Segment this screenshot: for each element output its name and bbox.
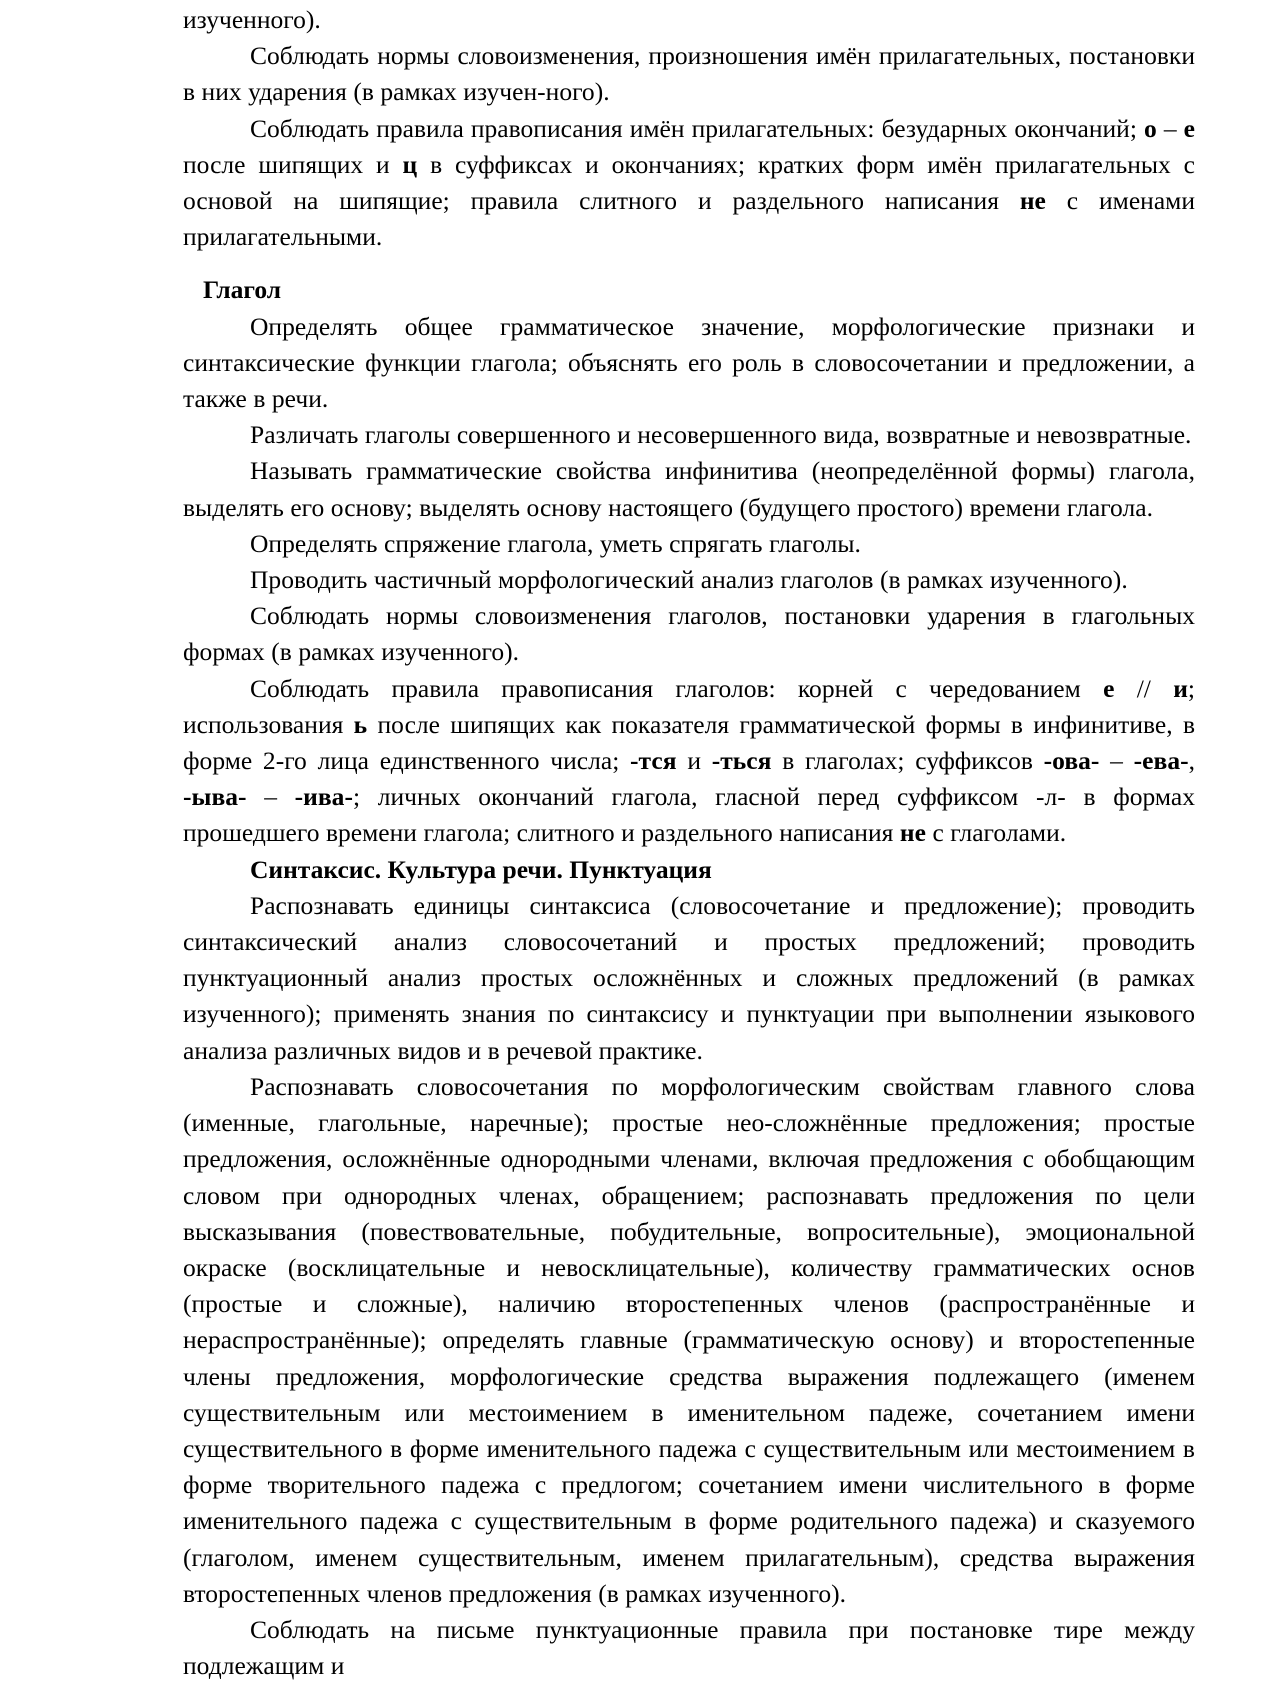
paragraph-razlichat-vid: Различать глаголы совершенного и несовершенного вида, возвратные и невозвратные. [250, 420, 1192, 450]
run-text: с именами прилагательными. [183, 186, 1195, 252]
run-text: в суффиксах и окончаниях; кратких форм имён прилагательных с основой на шипящие; правила слитного и раздельного написания [183, 149, 1195, 216]
paragraph-nazyvat-infinitiv: Называть грамматические свойства инфинитива (неопределённой формы) глагола, выделять его основу; выделять основу настоящего (будущего простого) времени глагола. [183, 456, 1195, 522]
run-text: – [1156, 113, 1184, 143]
run-text: , [1188, 746, 1196, 776]
run-text: с глаголами. [925, 818, 1067, 848]
term-iva: -ива- [294, 782, 353, 812]
paragraph-opredelyat-znachenie: Определять общее грамматическое значение, морфологические признаки и синтаксические функции глагола; объяснять его роль в словосочетании и предложении, а также в речи. [183, 311, 1195, 414]
heading-sintaksis: Синтаксис. Культура речи. Пунктуация [250, 854, 712, 884]
run-text: после шипящих и [183, 149, 403, 179]
paragraph-raspoznavat-slovosochetaniya: Распознавать словосочетания по морфологическим свойствам главного слова (именные, глагольные, наречные); простые нео-сложнённые предложения; простые предложения, осложнённые однородными членами, включая предложения с обобщающим словом при однородных членах, обращением; распознавать предложения по цели высказывания (повествовательные, побудительные, вопросительные), эмоциональной окраске (восклицательные и невосклицательные), количеству грамматических основ (простые и сложные), наличию второстепенных членов (распространённые и нераспространённые); определять главные (грамматическую основу) и второстепенные члены предложения, морфологические средства выражения подлежащего (именем существительным или местоимением в именительном падеже, сочетанием имени существительного в форме именительного падежа с существительным или местоимением в форме творительного падежа с предлогом; сочетанием имени числительного в форме именительного падежа с существительным в форме родительного падежа) и сказуемого (глаголом, именем существительным, именем прилагательным), средства выражения второстепенных членов предложения (в рамках изученного). [183, 1071, 1195, 1608]
term-ts: ц [402, 149, 418, 179]
paragraph-morfologicheskiy-analiz: Проводить частичный морфологический анализ глаголов (в рамках изученного). [250, 565, 1128, 595]
paragraph-spryazhenie: Определять спряжение глагола, уметь спрягать глаголы. [250, 528, 861, 558]
paragraph-last-partial-line: Соблюдать на письме пунктуационные правила при постановке тире между подлежащим и [183, 1614, 1195, 1681]
run-text: ; личных окончаний глагола, гласной перед суффиксом [352, 782, 1036, 812]
paragraph-pravila-pravopisaniya-glagolov [183, 671, 1195, 852]
run-text: – [246, 782, 295, 812]
document-body [183, 0, 1195, 1684]
run-text: – [1099, 746, 1134, 776]
run-text: // [1114, 673, 1174, 703]
run-text: в глаголах; суффиксов [771, 746, 1044, 776]
paragraph-raspoznavat-edinicy: Распознавать единицы синтаксиса (словосочетание и предложение); проводить синтаксический анализ словосочетаний и простых предложений; проводить пунктуационный анализ простых осложнённых и сложных предложений (в рамках изученного); применять знания по синтаксису и пунктуации при выполнении языкового анализа различных видов и в речевой практике. [183, 890, 1195, 1065]
term-myagkiy-znak: ь [353, 709, 368, 739]
term-tsya-soft: -ться [711, 746, 772, 776]
term-ne: не [899, 818, 926, 848]
term-i: и [1173, 673, 1188, 703]
term-ova: -ова- [1043, 746, 1100, 776]
paragraph-spacer [183, 255, 1195, 272]
term-o: о [1144, 113, 1157, 143]
paragraph-izuchennogo-tail: изученного). [183, 5, 321, 34]
term-tsya: -тся [630, 746, 677, 776]
heading-glagol: Глагол [203, 275, 282, 305]
run-text: в формах прошедшего времени глагола; слитного и раздельного написания [183, 782, 1195, 848]
run-text: Соблюдать правила правописания имён прилагательных: безударных окончаний; [250, 113, 1144, 143]
term-l-suffix: -л- [1036, 782, 1066, 812]
paragraph-normy-slovoizmeneniya-glagolov: Соблюдать нормы словоизменения глаголов, постановки ударения в глагольных формах (в рамках изученного). [183, 601, 1195, 667]
term-e: е [1183, 113, 1195, 143]
run-text: ; использования [183, 673, 1196, 739]
paragraph-pravila-pravopisaniya-prilagatelnyh [183, 111, 1195, 256]
paragraph-normy-slovoizmeneniya: Соблюдать нормы словоизменения, произношения имён прилагательных, постановки в них ударения (в рамках изучен-ного). [183, 41, 1195, 107]
term-yva: -ыва- [183, 782, 247, 812]
run-text: Соблюдать правила правописания глаголов: корней с чередованием [250, 673, 1104, 703]
term-ne: не [1019, 186, 1046, 216]
run-text: и [676, 746, 712, 776]
term-e: е [1103, 673, 1115, 703]
term-eva: -ева- [1133, 746, 1189, 776]
run-text: после шипящих как показателя грамматической формы в инфинитиве, в форме 2-го лица единственного числа; [183, 709, 1196, 776]
